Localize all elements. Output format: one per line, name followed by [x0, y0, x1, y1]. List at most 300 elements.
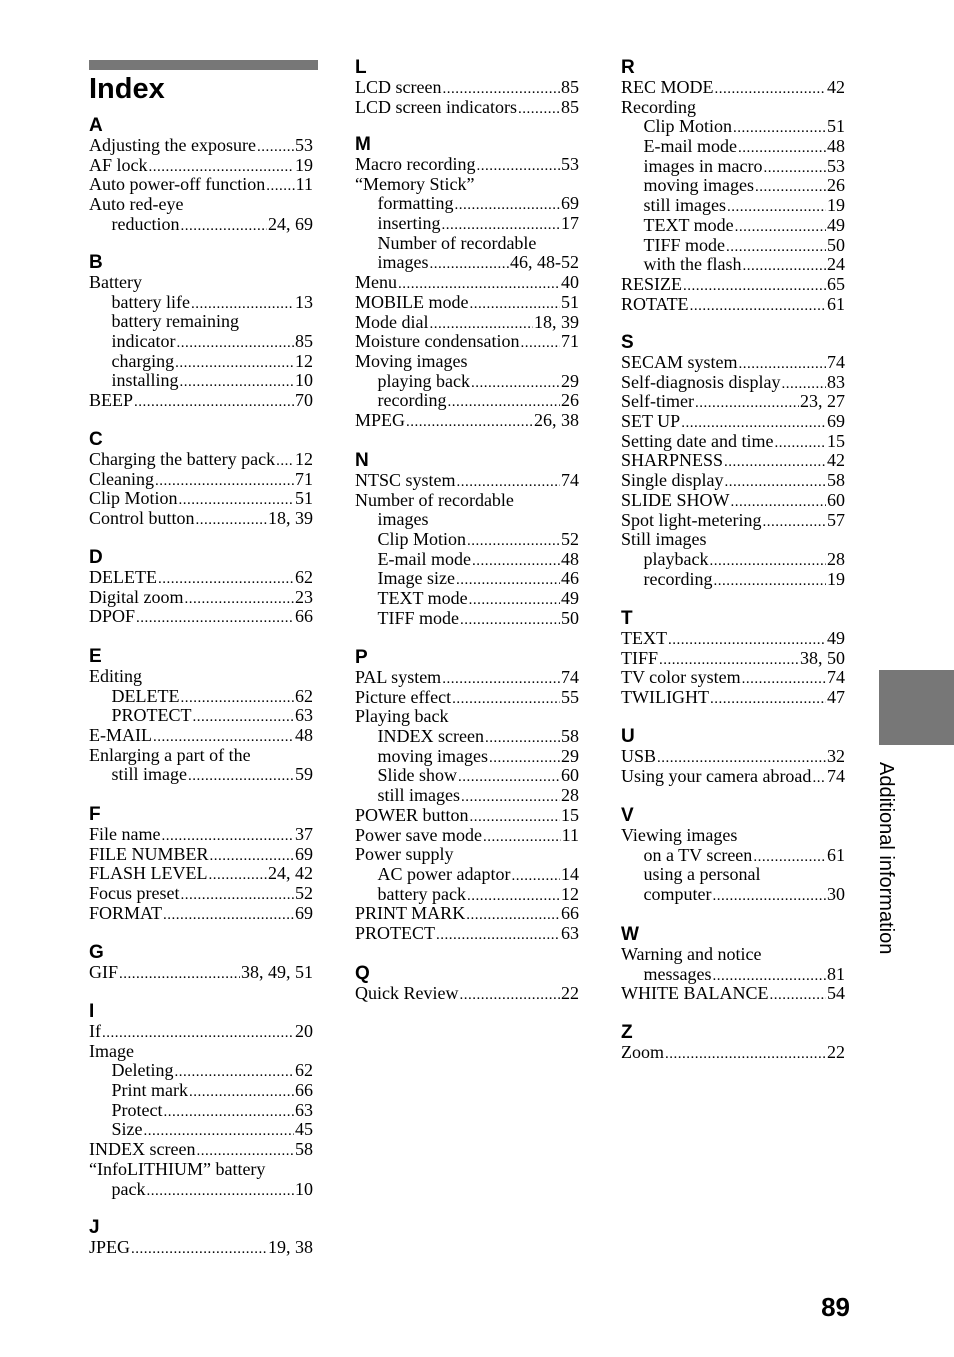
- entry-pages: 26, 38: [534, 409, 579, 430]
- entry-pages: 10: [295, 370, 313, 391]
- entry-pages: 17: [561, 213, 579, 234]
- section-letter: J: [89, 1217, 100, 1238]
- entry-label: Focus preset: [89, 883, 180, 904]
- index-entry: [621, 432, 845, 452]
- entry-pages: 18, 39: [534, 311, 579, 332]
- index-entry: [89, 273, 313, 293]
- dot-leader: [472, 552, 560, 572]
- index-section: [89, 1002, 313, 1199]
- entry-pages: 40: [561, 272, 579, 293]
- entry-label: SET UP: [621, 411, 681, 432]
- dot-leader: [511, 867, 560, 887]
- index-entry: [355, 273, 579, 293]
- index-entry: [621, 98, 845, 118]
- index-section: [355, 648, 579, 944]
- entry-pages: 65: [827, 273, 845, 294]
- page-title: Index: [89, 73, 165, 105]
- entry-label: Battery: [89, 272, 142, 292]
- entry-label: moving images: [643, 175, 754, 196]
- entry-label: images: [377, 509, 429, 530]
- index-section: [355, 58, 579, 117]
- entry-pages: 32: [827, 746, 845, 766]
- entry-pages: 51: [561, 291, 579, 312]
- index-entry: [621, 471, 845, 491]
- index-entry: [89, 706, 313, 726]
- entry-pages: 57: [827, 509, 845, 530]
- entry-pages: 58: [561, 726, 579, 747]
- index-entry: [89, 1081, 313, 1101]
- entry-label: Single display: [621, 470, 724, 491]
- entry-pages: 69: [295, 843, 313, 864]
- index-entry: [89, 136, 313, 156]
- dot-leader: [176, 334, 294, 354]
- dot-leader: [188, 767, 294, 787]
- entry-pages: 60: [827, 489, 845, 510]
- dot-leader: [713, 572, 826, 592]
- index-entry: [355, 234, 579, 254]
- entry-label: inserting: [377, 213, 441, 234]
- index-entry: [621, 412, 845, 432]
- entry-pages: 42: [827, 450, 845, 471]
- index-entry: [355, 98, 579, 118]
- index-entry: [89, 726, 313, 746]
- section-letter: Z: [621, 1022, 633, 1043]
- index-entry: [355, 175, 579, 195]
- index-entry: [355, 806, 579, 826]
- entry-pages: 19: [827, 195, 845, 216]
- index-entry: [621, 945, 845, 965]
- entry-label: with the flash: [643, 254, 742, 275]
- index-entry: [89, 450, 313, 470]
- dot-leader: [520, 334, 560, 354]
- entry-pages: 12: [561, 883, 579, 904]
- entry-pages: 29: [561, 370, 579, 391]
- entry-pages: 12: [295, 350, 313, 371]
- index-entry: [89, 845, 313, 865]
- entry-label: AF lock: [89, 154, 148, 175]
- index-entry: [355, 904, 579, 924]
- entry-pages: 28: [827, 548, 845, 569]
- dot-leader: [174, 1063, 294, 1083]
- entry-label: ROTATE: [621, 293, 689, 314]
- index-entry: [89, 175, 313, 195]
- dot-leader: [266, 177, 294, 197]
- index-entry: [355, 332, 579, 352]
- entry-label: INDEX screen: [89, 1139, 196, 1160]
- entry-label: still images: [643, 195, 726, 216]
- entry-label: Size: [111, 1119, 143, 1140]
- entry-pages: 69: [561, 193, 579, 214]
- entry-label: SLIDE SHOW: [621, 489, 730, 510]
- entry-label: Adjusting the exposure: [89, 135, 256, 155]
- entry-label: REC MODE: [621, 77, 714, 97]
- index-entry: [355, 865, 579, 885]
- entry-pages: 74: [827, 765, 845, 786]
- section-letter: L: [355, 57, 367, 78]
- index-entry: [89, 1180, 313, 1200]
- dot-leader: [467, 532, 560, 552]
- index-entry: [621, 826, 845, 846]
- entry-label: USB: [621, 746, 657, 766]
- index-entry: [621, 767, 845, 787]
- entry-pages: 60: [561, 765, 579, 786]
- index-entry: [89, 607, 313, 627]
- entry-pages: 49: [827, 628, 845, 648]
- entry-pages: 26: [827, 175, 845, 196]
- entry-label: WHITE BALANCE: [621, 983, 769, 1004]
- index-section: [89, 430, 313, 529]
- index-entry: [621, 511, 845, 531]
- index-entry: [355, 924, 579, 944]
- entry-label: Recording: [621, 96, 696, 117]
- entry-pages: 38, 49, 51: [241, 962, 313, 982]
- entry-label: Editing: [89, 666, 142, 686]
- entry-label: Charging the battery pack: [89, 449, 276, 469]
- index-entry: [355, 155, 579, 175]
- entry-label: Number of recordable: [355, 489, 514, 510]
- index-entry: [355, 826, 579, 846]
- index-entry: [621, 295, 845, 315]
- index-entry: [89, 391, 313, 411]
- entry-label: recording: [377, 390, 447, 411]
- dot-leader: [489, 749, 560, 769]
- entry-pages: 48: [561, 548, 579, 569]
- entry-label: TIFF: [621, 647, 659, 668]
- index-entry: [89, 765, 313, 785]
- dot-leader: [518, 100, 560, 120]
- entry-label: POWER button: [355, 804, 469, 825]
- entry-label: LCD screen indicators: [355, 96, 517, 117]
- entry-pages: 71: [561, 331, 579, 352]
- dot-leader: [184, 590, 294, 610]
- entry-pages: 85: [561, 77, 579, 97]
- index-entry: [89, 195, 313, 215]
- dot-leader: [812, 769, 826, 789]
- entry-pages: 69: [827, 411, 845, 432]
- entry-pages: 53: [827, 155, 845, 176]
- index-section: [355, 451, 579, 629]
- index-entry: [89, 1120, 313, 1140]
- index-section: [621, 925, 845, 1004]
- entry-label: BEEP: [89, 390, 134, 411]
- section-letter: D: [89, 547, 103, 568]
- dot-leader: [715, 80, 826, 100]
- entry-pages: 83: [827, 371, 845, 392]
- entry-label: Image size: [377, 568, 455, 589]
- index-entry: [355, 510, 579, 530]
- index-entry: [89, 1160, 313, 1180]
- index-entry: [355, 411, 579, 431]
- dot-leader: [146, 1182, 294, 1202]
- index-entry: [89, 352, 313, 372]
- dot-leader: [485, 729, 560, 749]
- entry-label: MOBILE mode: [355, 291, 469, 312]
- index-entry: [621, 885, 845, 905]
- dot-leader: [180, 689, 294, 709]
- entry-pages: 49: [561, 588, 579, 609]
- entry-label: TEXT mode: [643, 214, 734, 235]
- index-entry: [355, 569, 579, 589]
- entry-label: LCD screen: [355, 77, 442, 97]
- index-entry: [621, 1043, 845, 1063]
- index-entry: [355, 786, 579, 806]
- entry-label: Deleting: [111, 1060, 174, 1081]
- dot-leader: [733, 119, 826, 139]
- dot-leader: [459, 986, 560, 1006]
- dot-leader: [710, 690, 826, 710]
- index-entry: [355, 845, 579, 865]
- entry-pages: 20: [295, 1021, 313, 1041]
- entry-label: images: [377, 252, 429, 273]
- index-entry: [89, 1238, 313, 1258]
- entry-pages: 66: [295, 1080, 313, 1101]
- section-tab: [879, 670, 954, 745]
- entry-label: PROTECT: [111, 705, 192, 726]
- entry-pages: 52: [561, 529, 579, 550]
- index-entry: [621, 353, 845, 373]
- entry-pages: 15: [827, 430, 845, 451]
- dot-leader: [742, 670, 826, 690]
- entry-pages: 74: [561, 667, 579, 687]
- index-entry: [355, 747, 579, 767]
- entry-label: Slide show: [377, 765, 458, 786]
- entry-label: TV color system: [621, 667, 741, 688]
- entry-label: TEXT mode: [377, 588, 468, 609]
- dot-leader: [769, 986, 826, 1006]
- index-section: [621, 333, 845, 589]
- dot-leader: [442, 670, 560, 690]
- entry-pages: 51: [827, 116, 845, 137]
- index-entry: [355, 78, 579, 98]
- index-entry: [89, 156, 313, 176]
- entry-pages: 26: [561, 390, 579, 411]
- dot-leader: [735, 218, 826, 238]
- index-entry: [355, 668, 579, 688]
- entry-label: GIF: [89, 962, 119, 982]
- index-entry: [89, 371, 313, 391]
- entry-pages: 66: [561, 903, 579, 924]
- dot-leader: [695, 394, 799, 414]
- entry-label: Macro recording: [355, 154, 476, 174]
- index-entry: [89, 1101, 313, 1121]
- entry-pages: 62: [295, 1060, 313, 1081]
- entry-label: FORMAT: [89, 902, 163, 923]
- entry-label: reduction: [111, 213, 180, 234]
- dot-leader: [469, 591, 560, 611]
- entry-label: File name: [89, 824, 161, 844]
- entry-label: Power supply: [355, 844, 454, 865]
- entry-label: DPOF: [89, 606, 136, 627]
- entry-label: DELETE: [111, 685, 180, 706]
- section-label: Additional information: [875, 762, 897, 955]
- entry-label: “Memory Stick”: [355, 173, 475, 194]
- dot-leader: [456, 571, 560, 591]
- entry-label: Cleaning: [89, 468, 154, 489]
- dot-leader: [460, 611, 560, 631]
- entry-pages: 24, 42: [268, 863, 313, 884]
- index-entry: [355, 885, 579, 905]
- index-entry: [355, 471, 579, 491]
- entry-label: Quick Review: [355, 983, 459, 1003]
- index-entry: [621, 965, 845, 985]
- index-entry: [89, 746, 313, 766]
- dot-leader: [476, 157, 560, 177]
- entry-pages: 12: [295, 449, 313, 469]
- dot-leader: [471, 374, 560, 394]
- index-entry: [89, 667, 313, 687]
- dot-leader: [763, 159, 826, 179]
- dot-leader: [727, 198, 826, 218]
- dot-leader: [189, 1083, 294, 1103]
- section-letter: V: [621, 805, 634, 826]
- entry-label: battery life: [111, 291, 190, 312]
- index-section: [89, 548, 313, 627]
- index-entry: [355, 491, 579, 511]
- dot-leader: [762, 513, 826, 533]
- dot-leader: [458, 768, 560, 788]
- dot-leader: [709, 552, 826, 572]
- entry-pages: 15: [561, 804, 579, 825]
- dot-leader: [180, 217, 267, 237]
- entry-pages: 50: [827, 234, 845, 255]
- index-entry: [355, 589, 579, 609]
- index-entry: [89, 312, 313, 332]
- index-entry: [621, 255, 845, 275]
- entry-label: using a personal: [643, 864, 761, 885]
- index-entry: [355, 530, 579, 550]
- entry-pages: 11: [295, 174, 313, 195]
- entry-label: Zoom: [621, 1042, 664, 1062]
- index-entry: [621, 984, 845, 1004]
- entry-pages: 11: [561, 824, 579, 845]
- index-section: [89, 805, 313, 923]
- index-entry: [89, 904, 313, 924]
- index-entry: [621, 137, 845, 157]
- index-entry: [355, 313, 579, 333]
- entry-pages: 61: [827, 293, 845, 314]
- index-entry: [89, 687, 313, 707]
- entry-label: Moving images: [355, 350, 468, 371]
- entry-label: Spot light-metering: [621, 509, 762, 530]
- section-letter: P: [355, 647, 368, 668]
- entry-label: Control button: [89, 508, 195, 529]
- title-bar: [89, 60, 318, 70]
- dot-leader: [131, 1240, 267, 1260]
- dot-leader: [175, 354, 294, 374]
- section-letter: M: [355, 134, 371, 155]
- dot-leader: [725, 473, 827, 493]
- dot-leader: [406, 413, 533, 433]
- index-entry: [89, 884, 313, 904]
- entry-label: Auto red-eye: [89, 194, 184, 215]
- entry-label: DELETE: [89, 567, 157, 587]
- dot-leader: [724, 453, 826, 473]
- dot-leader: [665, 1045, 826, 1065]
- entry-pages: 10: [295, 1178, 313, 1199]
- index-entry: [89, 332, 313, 352]
- dot-leader: [209, 866, 268, 886]
- entry-pages: 48: [295, 725, 313, 746]
- index-entry: [355, 727, 579, 747]
- entry-label: images in macro: [643, 155, 763, 176]
- entry-pages: 18, 39: [268, 508, 313, 529]
- dot-leader: [164, 1103, 295, 1123]
- index-entry: [355, 194, 579, 214]
- section-letter: C: [89, 429, 103, 450]
- entry-pages: 69: [295, 902, 313, 923]
- index-entry: [89, 215, 313, 235]
- entry-label: Self-diagnosis display: [621, 371, 781, 392]
- entry-label: Clip Motion: [89, 488, 178, 509]
- section-letter: U: [621, 726, 635, 747]
- index-entry: [621, 157, 845, 177]
- entry-pages: 63: [295, 705, 313, 726]
- entry-label: messages: [643, 963, 712, 984]
- entry-label: still images: [377, 785, 460, 806]
- entry-pages: 29: [561, 745, 579, 766]
- entry-label: SECAM system: [621, 352, 738, 372]
- entry-pages: 63: [295, 1099, 313, 1120]
- section-letter: Q: [355, 963, 370, 984]
- entry-pages: 14: [561, 863, 579, 884]
- dot-leader: [136, 609, 294, 629]
- index-entry: [355, 609, 579, 629]
- entry-label: battery remaining: [111, 311, 239, 332]
- index-entry: [89, 470, 313, 490]
- index-section: [621, 727, 845, 786]
- dot-leader: [461, 788, 560, 808]
- entry-pages: 49: [827, 214, 845, 235]
- index-entry: [89, 1061, 313, 1081]
- section-letter: W: [621, 924, 639, 945]
- entry-label: Viewing images: [621, 825, 738, 845]
- section-letter: E: [89, 646, 102, 667]
- entry-pages: 45: [295, 1119, 313, 1140]
- index-entry: [355, 984, 579, 1004]
- index-entry: [621, 176, 845, 196]
- entry-pages: 71: [295, 468, 313, 489]
- entry-pages: 46: [561, 568, 579, 589]
- index-entry: [621, 373, 845, 393]
- entry-pages: 74: [561, 470, 579, 490]
- entry-pages: 85: [295, 331, 313, 352]
- entry-label: Self-timer: [621, 391, 694, 412]
- entry-label: Number of recordable: [377, 232, 537, 253]
- dot-leader: [257, 138, 294, 158]
- dot-leader: [483, 828, 561, 848]
- entry-pages: 53: [295, 135, 313, 155]
- dot-leader: [119, 965, 240, 985]
- entry-pages: 30: [827, 884, 845, 905]
- dot-leader: [193, 708, 294, 728]
- index-entry: [89, 1042, 313, 1062]
- index-entry: [89, 1022, 313, 1042]
- entry-label: TWILIGHT: [621, 687, 709, 708]
- entry-label: Enlarging a part of the: [89, 744, 251, 765]
- index-entry: [355, 214, 579, 234]
- entry-label: MPEG: [355, 409, 406, 430]
- entry-label: Power save mode: [355, 824, 482, 845]
- index-entry: [621, 216, 845, 236]
- dot-leader: [430, 255, 510, 275]
- entry-label: E-mail mode: [643, 136, 737, 157]
- dot-leader: [163, 906, 294, 926]
- entry-pages: 50: [561, 607, 579, 628]
- index-section: [89, 647, 313, 785]
- index-entry: [89, 825, 313, 845]
- entry-pages: 62: [295, 685, 313, 706]
- index-entry: [355, 391, 579, 411]
